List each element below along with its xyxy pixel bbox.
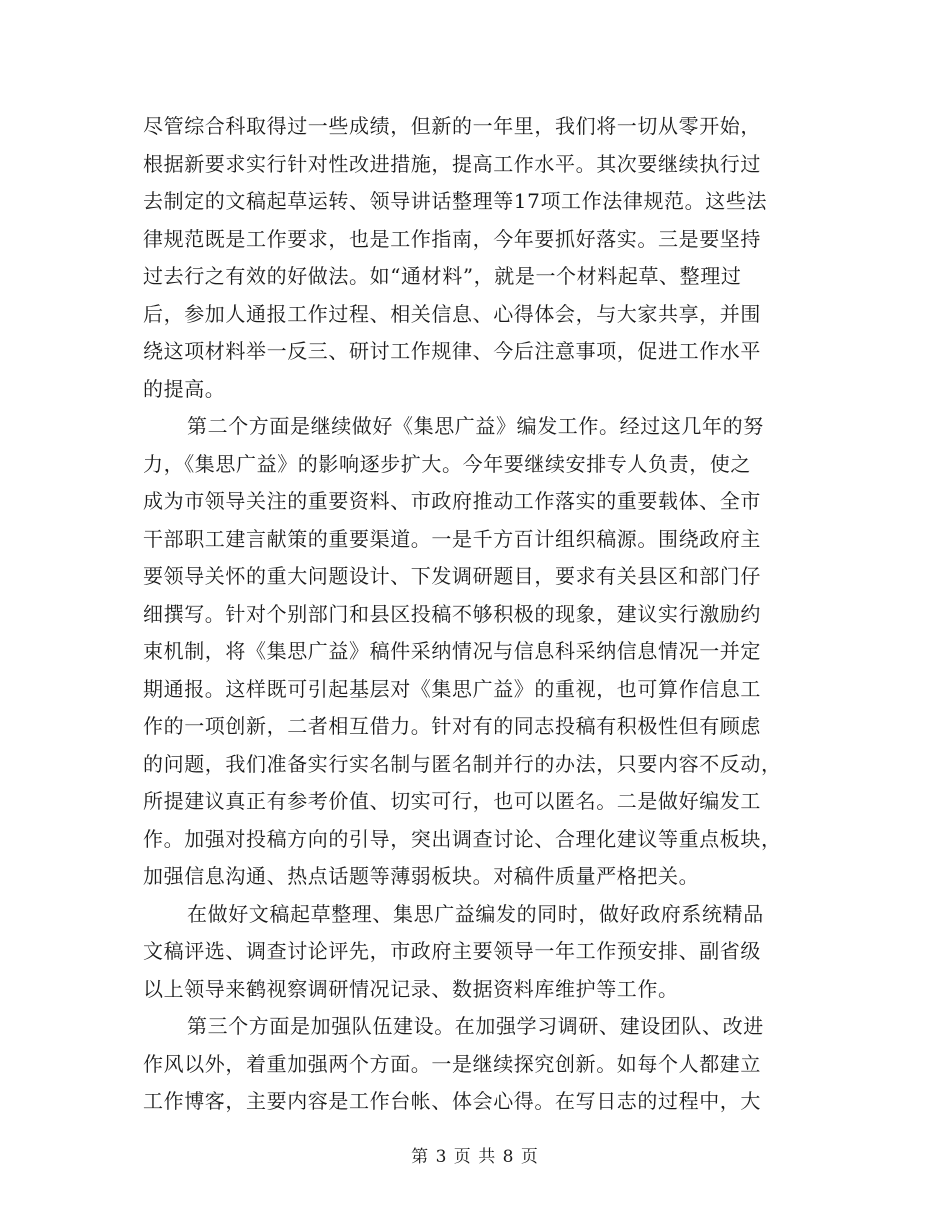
text-line: 过去行之有效的好做法。如“通材料”，就是一个材料起草、整理过 — [143, 264, 742, 288]
page-number-footer: 第 3 页 共 8 页 — [411, 1147, 539, 1167]
text-line: 作风以外，着重加强两个方面。一是继续探究创新。如每个人都建立 — [143, 1051, 761, 1076]
text-line: 在做好文稿起草整理、集思广益编发的同时，做好政府系统精品 — [187, 901, 764, 926]
text-line: 期通报。这样既可引起基层对《集思广益》的重视，也可算作信息工 — [143, 676, 761, 701]
text-line: 的提高。 — [143, 376, 226, 401]
text-line: 后，参加人通报工作过程、相关信息、心得体会，与大家共享，并围 — [143, 301, 761, 326]
paragraph — [143, 896, 803, 1009]
text-line: 第二个方面是继续做好《集思广益》编发工作。经过这几年的努 — [187, 414, 764, 438]
text-line: 律规范既是工作要求，也是工作指南，今年要抓好落实。三是要坚持 — [143, 226, 761, 251]
text-line: 加强信息沟通、热点话题等薄弱板块。对稿件质量严格把关。 — [143, 864, 700, 888]
text-line: 第三个方面是加强队伍建设。在加强学习调研、建设团队、改进 — [187, 1014, 764, 1038]
text-line: 细撰写。针对个别部门和县区投稿不够积极的现象，建议实行激励约 — [143, 601, 761, 626]
paragraph — [143, 1008, 803, 1121]
text-line: 所提建议真正有参考价值、切实可行，也可以匿名。二是做好编发工 — [143, 789, 761, 813]
document-body — [143, 108, 803, 1121]
text-line: 以上领导来鹤视察调研情况记录、数据资料库维护等工作。 — [143, 976, 679, 1001]
text-line: 去制定的文稿起草运转、领导讲话整理等17项工作法律规范。这些法 — [143, 189, 768, 213]
text-line: 工作博客，主要内容是工作台帐、体会心得。在写日志的过程中，大 — [143, 1089, 761, 1113]
text-line: 作。加强对投稿方向的引导，突出调查讨论、合理化建议等重点板块， — [143, 826, 782, 851]
text-line: 束机制，将《集思广益》稿件采纳情况与信息科采纳信息情况一并定 — [143, 639, 761, 663]
text-line: 的问题，我们准备实行实名制与匿名制并行的办法，只要内容不反动， — [143, 751, 782, 776]
text-line: 文稿评选、调查讨论评先，市政府主要领导一年工作预安排、副省级 — [143, 939, 761, 963]
text-line: 作的一项创新，二者相互借力。针对有的同志投稿有积极性但有顾虑 — [143, 714, 761, 738]
paragraph — [143, 108, 803, 408]
text-line: 干部职工建言献策的重要渠道。一是千方百计组织稿源。围绕政府主 — [143, 526, 761, 551]
text-line: 尽管综合科取得过一些成绩，但新的一年里，我们将一切从零开始， — [143, 114, 761, 138]
text-line: 根据新要求实行针对性改进措施，提高工作水平。其次要继续执行过 — [143, 151, 761, 176]
text-line: 要领导关怀的重大问题设计、下发调研题目，要求有关县区和部门仔 — [143, 564, 761, 588]
text-line: 绕这项材料举一反三、研讨工作规律、今后注意事项，促进工作水平 — [143, 339, 761, 363]
text-line: 成为市领导关注的重要资料、市政府推动工作落实的重要载体、全市 — [143, 489, 761, 513]
paragraph — [143, 408, 803, 896]
text-line: 力，《集思广益》的影响逐步扩大。今年要继续安排专人负责，使之 — [143, 451, 751, 476]
